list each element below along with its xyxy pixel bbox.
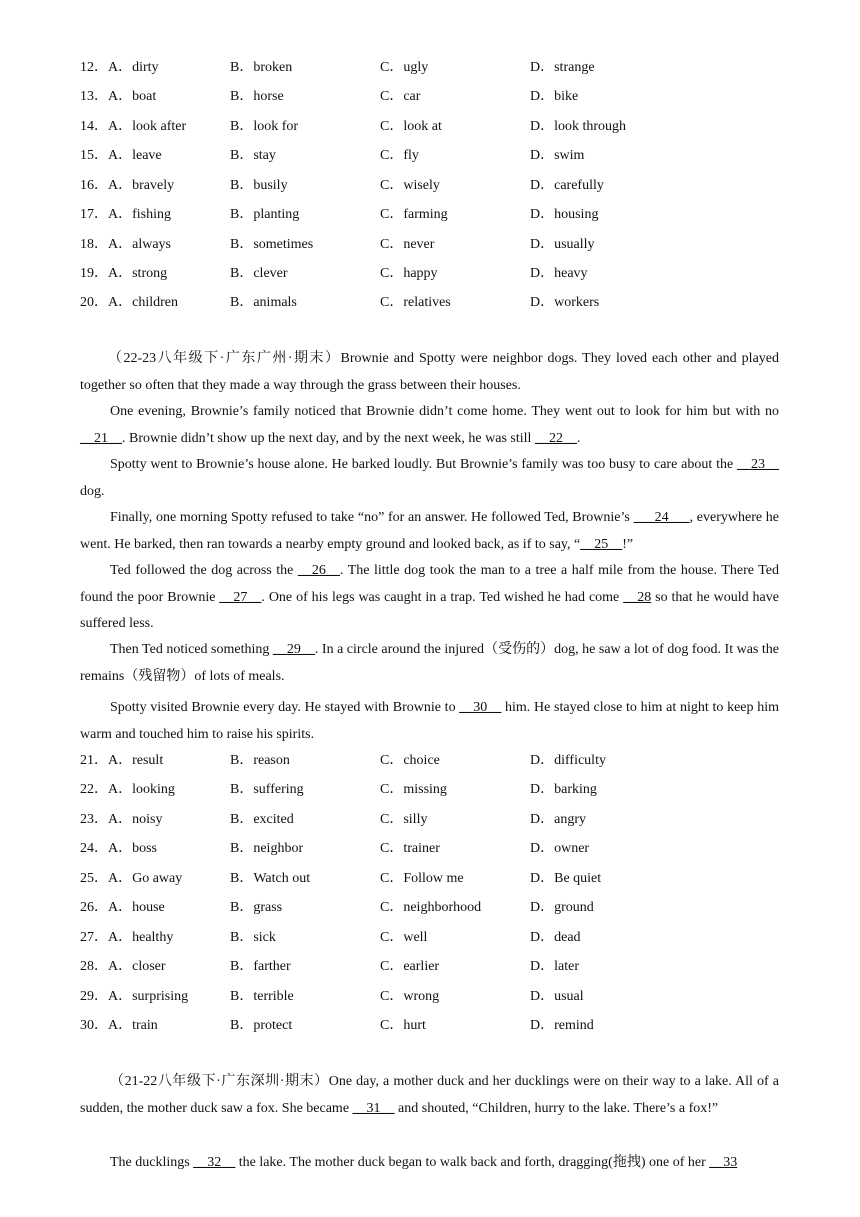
question-number: 20． xyxy=(80,295,108,310)
option-d: D．angry xyxy=(530,812,586,827)
option-a: A．always xyxy=(108,237,171,252)
option-c: C．missing xyxy=(380,782,447,797)
option-c: C．ugly xyxy=(380,60,429,75)
option-a: A．noisy xyxy=(108,812,163,827)
source-tag: （21-22八年级下·广东深圳·期末） xyxy=(110,1074,329,1089)
option-d: D．remind xyxy=(530,1018,594,1033)
blank-33: __33 xyxy=(709,1155,738,1170)
option-d: D．later xyxy=(530,959,579,974)
option-b: B．excited xyxy=(230,812,294,827)
option-a: A．house xyxy=(108,900,165,915)
option-c: C．fly xyxy=(380,148,419,163)
question-number: 29． xyxy=(80,989,108,1004)
question-number: 26． xyxy=(80,900,108,915)
option-b: B．sick xyxy=(230,930,276,945)
option-b: B．sometimes xyxy=(230,237,314,252)
option-c: C．earlier xyxy=(380,959,440,974)
passage-paragraph: Ted followed the dog across the __26__. The little dog took the man to a tree a half mile from the house. There Ted found the poor Brownie __27__. One of his legs was caught in a trap. Ted wished he had come __28 so that he would have suffered less. xyxy=(80,563,780,631)
option-b: B．planting xyxy=(230,207,300,222)
option-c: C．Follow me xyxy=(380,871,464,886)
question-number: 24． xyxy=(80,841,108,856)
question-number: 12． xyxy=(80,60,108,75)
blank-23: __23__ xyxy=(737,457,779,472)
question-number: 27． xyxy=(80,930,108,945)
passage-paragraph: （22-23八年级下·广东广州·期末）Brownie and Spotty were neighbor dogs. They loved each other and played together so often that they made a way through the grass between their houses. xyxy=(80,351,779,393)
option-a: A．Go away xyxy=(108,871,183,886)
option-a: A．boss xyxy=(108,841,158,856)
question-number: 16． xyxy=(80,178,108,193)
option-d: D．usually xyxy=(530,237,595,252)
option-a: A．result xyxy=(108,753,164,768)
passage-paragraph: Then Ted noticed something __29__. In a circle around the injured（受伤的）dog, he saw a lot of dog food. It was the remains（残留物）of lots of meals. xyxy=(80,642,779,684)
question-number: 23． xyxy=(80,812,108,827)
option-a: A．looking xyxy=(108,782,175,797)
option-d: D．usual xyxy=(530,989,584,1004)
question-number: 17． xyxy=(80,207,108,222)
option-b: B．animals xyxy=(230,295,297,310)
blank-28: __28 xyxy=(623,589,652,605)
option-d: D．barking xyxy=(530,782,597,797)
option-b: B．reason xyxy=(230,753,290,768)
question-number: 22． xyxy=(80,782,108,797)
option-d: D．heavy xyxy=(530,266,588,281)
blank-30: __30__ xyxy=(459,700,502,715)
option-c: C．hurt xyxy=(380,1018,426,1033)
option-c: C．silly xyxy=(380,812,428,827)
option-a: A．strong xyxy=(108,266,168,281)
option-c: C．never xyxy=(380,237,435,252)
option-d: D．bike xyxy=(530,89,579,104)
option-c: C．trainer xyxy=(380,841,440,856)
option-b: B．neighbor xyxy=(230,841,304,856)
option-d: D．workers xyxy=(530,295,600,310)
source-tag: （22-23八年级下·广东广州·期末） xyxy=(108,351,341,366)
option-b: B．horse xyxy=(230,89,284,104)
blank-21: __21__ xyxy=(80,430,122,446)
option-a: A．closer xyxy=(108,959,166,974)
option-d: D．strange xyxy=(530,60,595,75)
passage-paragraph: The ducklings __32__ the lake. The mother duck began to walk back and forth, dragging(拖拽) one of her __33 xyxy=(110,1155,738,1170)
option-b: B．look for xyxy=(230,119,299,134)
blank-25: __25__ xyxy=(580,536,623,552)
question-number: 19． xyxy=(80,266,108,281)
option-d: D．carefully xyxy=(530,178,604,193)
blank-24: ___24___ xyxy=(633,510,690,525)
option-a: A．leave xyxy=(108,148,162,163)
blank-22: __22__ xyxy=(534,430,577,446)
option-c: C．look at xyxy=(380,119,442,134)
blank-29: __29__ xyxy=(272,642,315,657)
passage-paragraph: Spotty went to Brownie’s house alone. He barked loudly. But Brownie’s family was too busy to care about the __23__ dog. xyxy=(80,457,779,499)
option-b: B．terrible xyxy=(230,989,294,1004)
option-c: C．well xyxy=(380,930,428,945)
option-c: C．neighborhood xyxy=(380,900,482,915)
option-a: A．surprising xyxy=(108,989,189,1004)
option-b: B．protect xyxy=(230,1018,293,1033)
option-b: B．farther xyxy=(230,959,291,974)
option-c: C．farming xyxy=(380,207,448,222)
question-number: 25． xyxy=(80,871,108,886)
option-d: D．swim xyxy=(530,148,585,163)
question-number: 28． xyxy=(80,959,108,974)
question-number: 18． xyxy=(80,237,108,252)
option-a: A．boat xyxy=(108,89,157,104)
option-d: D．Be quiet xyxy=(530,871,602,886)
option-c: C．choice xyxy=(380,753,440,768)
option-d: D．difficulty xyxy=(530,753,606,768)
option-d: D．ground xyxy=(530,900,594,915)
option-a: A．children xyxy=(108,295,178,310)
option-c: C．relatives xyxy=(380,295,451,310)
passage-paragraph: One evening, Brownie’s family noticed that Brownie didn’t come home. They went out to look for him but with no __21__. Brownie didn’t show up the next day, and by the next week, he was still __22__. xyxy=(80,404,779,446)
option-b: B．clever xyxy=(230,266,288,281)
option-a: A．healthy xyxy=(108,930,174,945)
option-a: A．look after xyxy=(108,119,187,134)
option-a: A．bravely xyxy=(108,178,175,193)
option-d: D．housing xyxy=(530,207,599,222)
option-d: D．owner xyxy=(530,841,590,856)
passage-paragraph: （21-22八年级下·广东深圳·期末）One day, a mother duck and her ducklings were on their way to a lake. All of a sudden, the mother duck saw a fox. She became __31__ and shouted, “Children, hurry to the lake. There’s a fox!” xyxy=(80,1074,779,1116)
option-b: B．busily xyxy=(230,178,288,193)
passage-paragraph: Spotty visited Brownie every day. He stayed with Brownie to __30__ him. He stayed close to him at night to keep him warm and touched him to raise his spirits. xyxy=(80,700,779,742)
option-b: B．grass xyxy=(230,900,283,915)
option-b: B．stay xyxy=(230,148,276,163)
question-number: 13． xyxy=(80,89,108,104)
option-c: C．wisely xyxy=(380,178,440,193)
option-d: D．look through xyxy=(530,119,627,134)
option-c: C．car xyxy=(380,89,421,104)
option-b: B．Watch out xyxy=(230,871,311,886)
option-a: A．dirty xyxy=(108,60,159,75)
question-number: 15． xyxy=(80,148,108,163)
blank-27: __27__ xyxy=(219,589,262,605)
passage-paragraph: Finally, one morning Spotty refused to take “no” for an answer. He followed Ted, Brownie’s ___24___, everywhere he went. He barked, then ran towards a nearby empty ground and looked back, as if to say, “__25__!” xyxy=(80,510,780,552)
option-c: C．happy xyxy=(380,266,438,281)
blank-32: __32__ xyxy=(193,1155,236,1170)
blank-31: __31__ xyxy=(352,1100,395,1116)
option-a: A．fishing xyxy=(108,207,171,222)
option-a: A．train xyxy=(108,1018,158,1033)
option-b: B．broken xyxy=(230,60,293,75)
blank-26: __26__ xyxy=(297,563,340,578)
option-d: D．dead xyxy=(530,930,581,945)
option-c: C．wrong xyxy=(380,989,440,1004)
question-number: 14． xyxy=(80,119,108,134)
question-number: 21． xyxy=(80,753,108,768)
question-number: 30． xyxy=(80,1018,108,1033)
option-b: B．suffering xyxy=(230,782,304,797)
